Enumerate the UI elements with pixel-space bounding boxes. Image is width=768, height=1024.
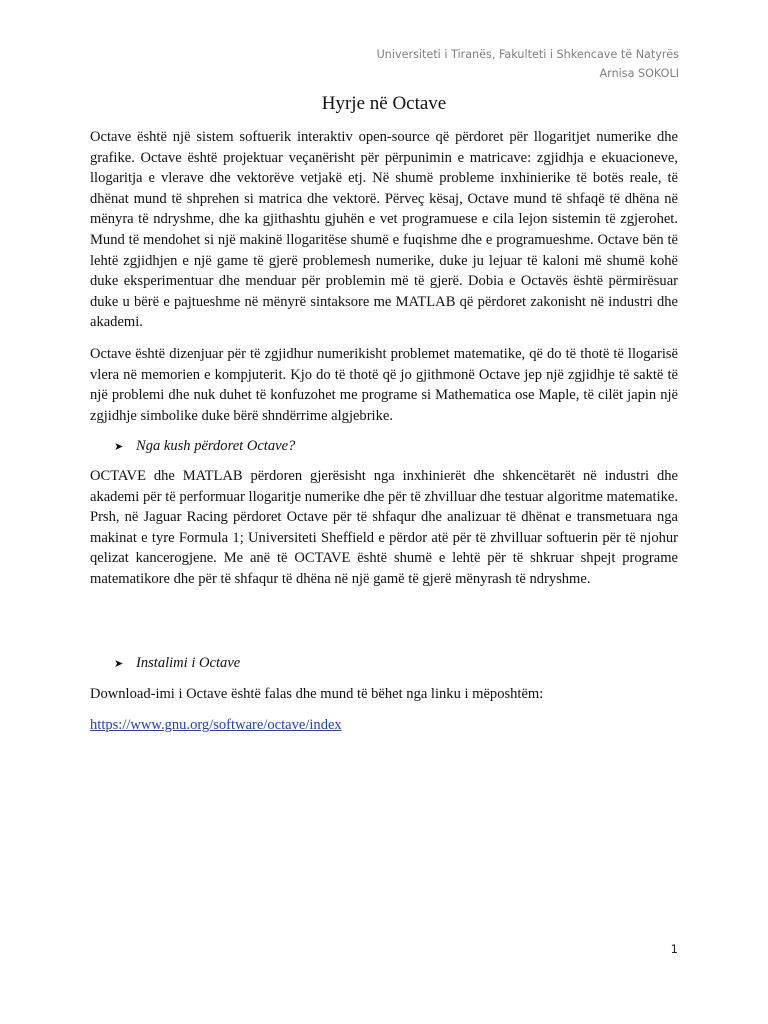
document-title: Hyrje në Octave [321,93,447,114]
bullet-heading-users-text: Nga kush përdoret Octave? [136,438,296,454]
download-text: Download-imi i Octave është falas dhe mund të bëhet nga linku i mëposhtëm: [90,686,544,702]
page-header [377,45,679,83]
page-number: 1 [670,942,678,956]
paragraph-intro: Octave është një sistem softuerik interaktiv open-source që përdoret për llogaritjet numerike dhe grafike. Octave është projektuar veçanërisht për përpunimin e matricave: zgjidhja e ekuacioneve, llogaritja e vlerave dhe vektorëve vetjakë etj. Në shumë probleme inxhinierike të botës reale, të dhënat mund të shprehen si matrica dhe vektorë. Përveç kësaj, Octave mund të shfaqë të dhëna në mënyra të ndryshme, dhe ka gjithashtu gjuhën e vet programuese e cila lejon sistemin të zgjerohet. Mund të mendohet si një makinë llogaritëse shumë e fuqishme dhe e programueshme. Octave bën të lehtë zgjidhjen e një game të gjerë problemesh numerike, duke ju lejuar të kaloni më shumë kohë duke eksperimentuar dhe menduar për problemin më të gjerë. Dobia e Octavës është përmirësuar duke u bërë e pajtueshme në mënyrë sintaksore me MATLAB që përdoret zakonisht në industri dhe akademi. [90,129,678,331]
arrow-bullet-icon: ➤ [114,657,124,670]
header-institution: Universiteti i Tiranës, Fakulteti i Shkencave të Natyrës [376,48,679,61]
paragraph-usage: OCTAVE dhe MATLAB përdoren gjerësisht nga inxhinierët dhe shkencëtarët në industri dhe akademi për të performuar llogaritje numerike dhe për të zhvilluar dhe testuar algoritme matematike. Prsh, në Jaguar Racing përdoret Octave për të shfaqur dhe analizuar të dhënat e transmetuara nga makinat e tyre Formula 1; Universiteti Sheffield e përdor atë për të zhvilluar softuerin për të njohur qelizat kancerogjene. Me anë të OCTAVE është shumë e lehtë për të shkruar shpejt programe matematikore dhe për të shfaqur të dhëna në një gamë të gjerë mënyrash të ndryshme. [90,468,678,587]
header-author: Arnisa SOKOLI [599,67,679,80]
octave-download-link[interactable]: https://www.gnu.org/software/octave/index [90,717,342,733]
bullet-heading-install [114,653,240,674]
paragraph-numerical: Octave është dizenjuar për të zgjidhur numerikisht problemet matematike, që do të thotë të llogarisë vlera në memorien e kompjuterit. Kjo do të thotë që jo gjithmonë Octave jep një zgjidhje të saktë të një problemi dhe nuk duhet të konfuzohet me programe si Mathematica ose Maple, të cilët japin një zgjidhje simbolike duke bërë shndërrime algjebrike. [90,346,678,424]
arrow-bullet-icon: ➤ [114,440,124,453]
bullet-heading-users [114,436,295,457]
bullet-heading-install-text: Instalimi i Octave [136,655,241,671]
